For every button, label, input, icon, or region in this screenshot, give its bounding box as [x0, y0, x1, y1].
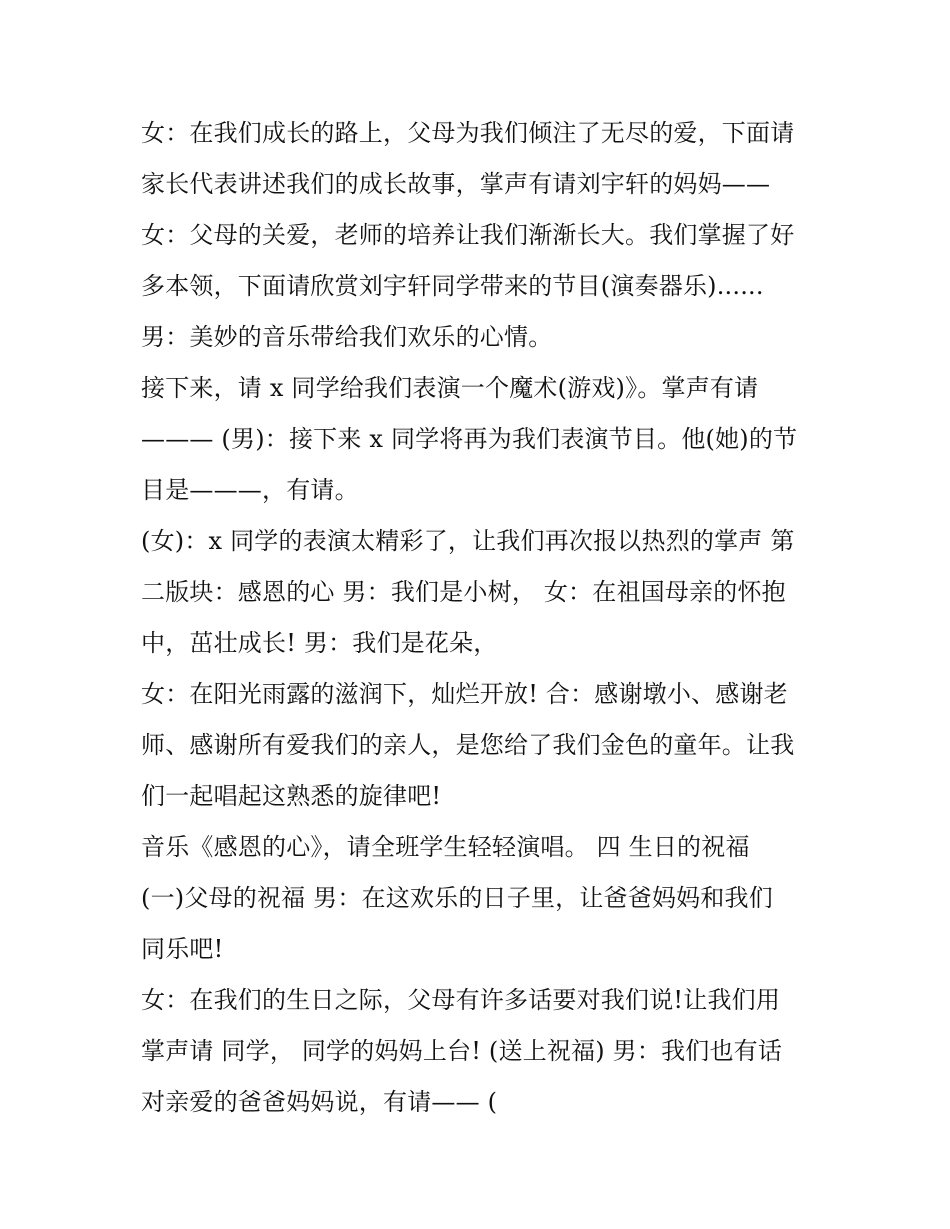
text-line: 女：在我们的生日之际，父母有许多话要对我们说!让我们用: [141, 986, 781, 1014]
text-line: 目是———，有请。: [141, 476, 359, 504]
text-line: (女)：x 同学的表演太精彩了，让我们再次报以热烈的掌声 第: [141, 527, 795, 555]
text-line: 们一起唱起这熟悉的旋律吧!: [141, 782, 442, 810]
text-line: 对亲爱的爸爸妈妈说，有请—— (: [141, 1088, 498, 1116]
text-line: 家长代表讲述我们的成长故事，掌声有请刘宇轩的妈妈——: [141, 170, 771, 198]
text-line: 女：在我们成长的路上，父母为我们倾注了无尽的爱，下面请: [141, 119, 795, 147]
text-line: 女：父母的关爱，老师的培养让我们渐渐长大。我们掌握了好: [141, 221, 795, 249]
text-line: 多本领，下面请欣赏刘宇轩同学带来的节目(演奏器乐)......: [141, 272, 764, 300]
text-line: (一)父母的祝福 男：在这欢乐的日子里，让爸爸妈妈和我们: [141, 884, 773, 912]
text-line: ——— (男)：接下来 x 同学将再为我们表演节目。他(她)的节: [141, 425, 798, 453]
text-line: 掌声请 同学， 同学的妈妈上台! (送上祝福) 男：我们也有话: [141, 1037, 783, 1065]
text-line: 音乐《感恩的心》，请全班学生轻轻演唱。 四 生日的祝福: [141, 833, 750, 861]
text-line: 女：在阳光雨露的滋润下，灿烂开放! 合：感谢墩小、感谢老: [141, 680, 788, 708]
text-line: 中，茁壮成长! 男：我们是花朵，: [141, 629, 498, 657]
document-body: [141, 108, 821, 1128]
text-line: 同乐吧!: [141, 935, 224, 963]
text-line: 接下来，请 x 同学给我们表演一个魔术(游戏)》。掌声有请: [141, 374, 759, 402]
text-line: 男：美妙的音乐带给我们欢乐的心情。: [141, 323, 553, 351]
text-line: 师、感谢所有爱我们的亲人，是您给了我们金色的童年。让我: [141, 731, 795, 759]
text-line: 二版块：感恩的心 男：我们是小树， 女：在祖国母亲的怀抱: [141, 578, 786, 606]
